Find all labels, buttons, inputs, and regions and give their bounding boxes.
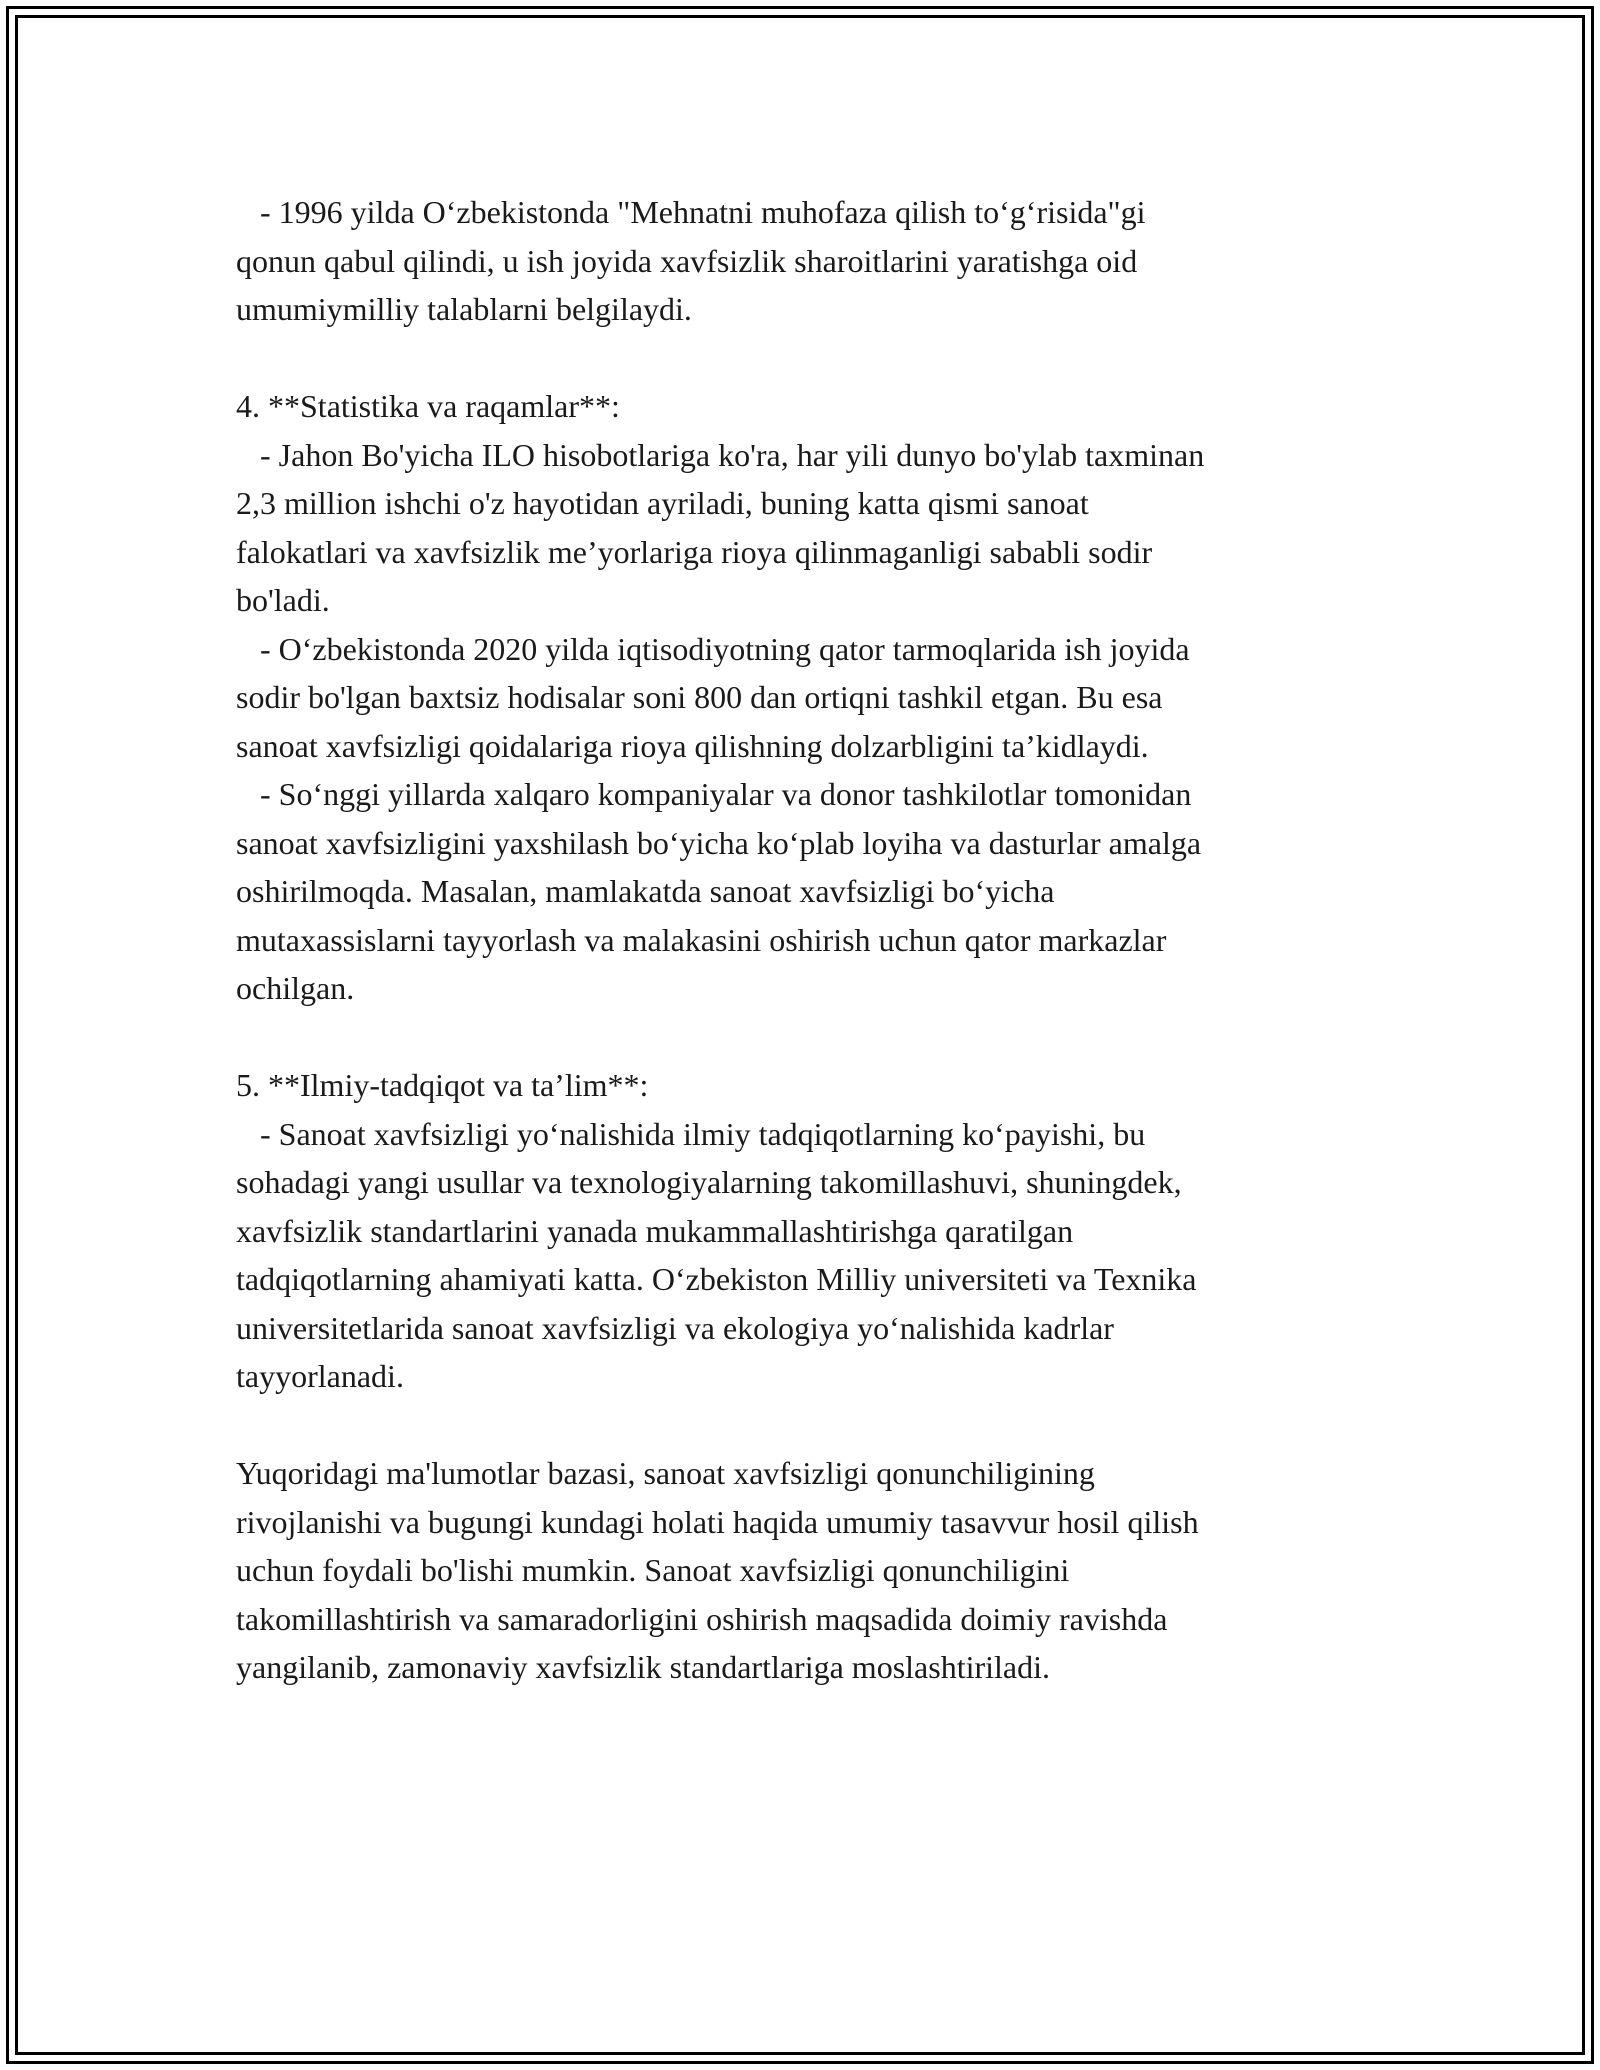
text-line: takomillashtirish va samaradorligini oshirish maqsadida doimiy ravishda xyxy=(236,1600,1168,1637)
text-line: yangilanib, zamonaviy xavfsizlik standartlariga moslashtiriladi. xyxy=(236,1649,1050,1685)
text-line: 5. **Ilmiy-tadqiqot va ta’lim**: xyxy=(236,1067,649,1103)
text-line: uchun foydali bo'lishi mumkin. Sanoat xavfsizligi qonunchiligini xyxy=(236,1552,1070,1588)
text-line: bo'ladi. xyxy=(236,582,330,618)
text-line: oshirilmoqda. Masalan, mamlakatda sanoat xavfsizligi bo‘yicha xyxy=(236,873,1055,909)
text-line: sohadagi yangi usullar va texnologiyalarning takomillashuvi, shuningdek, xyxy=(236,1164,1182,1200)
paragraph-gap xyxy=(236,1013,1376,1062)
text-line: Yuqoridagi ma'lumotlar bazasi, sanoat xavfsizligi qonunchiligining xyxy=(236,1455,1095,1491)
text-line: xavfsizlik standartlarini yanada mukammallashtirishga qaratilgan xyxy=(236,1212,1074,1249)
text-line: - O‘zbekistonda 2020 yilda iqtisodiyotning qator tarmoqlarida ish joyida xyxy=(236,630,1190,667)
text-line: tadqiqotlarning ahamiyati katta. O‘zbekiston Milliy universiteti va Texnika xyxy=(236,1261,1197,1297)
text-line: - Sanoat xavfsizligi yo‘nalishida ilmiy tadqiqotlarning ko‘payishi, bu xyxy=(236,1115,1146,1152)
text-block-intro-law xyxy=(236,188,1376,334)
text-block-section-4 xyxy=(236,382,1376,1013)
text-line: sanoat xavfsizligini yaxshilash bo‘yicha ko‘plab loyiha va dasturlar amalga xyxy=(236,824,1202,861)
text-block-section-5 xyxy=(236,1061,1376,1401)
text-line: sanoat xavfsizligi qoidalariga rioya qilishning dolzarbligini ta’kidlaydi. xyxy=(236,727,1149,764)
text-line: - 1996 yilda O‘zbekistonda "Mehnatni muhofaza qilish to‘g‘risida"gi xyxy=(236,194,1146,230)
paragraph-gap xyxy=(236,334,1376,383)
text-line: 4. **Statistika va raqamlar**: xyxy=(236,388,620,424)
text-line: qonun qabul qilindi, u ish joyida xavfsizlik sharoitlarini yaratishga oid xyxy=(236,242,1138,279)
paragraph-gap xyxy=(236,1401,1376,1450)
text-line: umumiymilliy talablarni belgilaydi. xyxy=(236,291,692,327)
text-line: rivojlanishi va bugungi kundagi holati haqida umumiy tasavvur hosil qilish xyxy=(236,1503,1199,1540)
text-line: sodir bo'lgan baxtsiz hodisalar soni 800 dan ortiqni tashkil etgan. Bu esa xyxy=(236,679,1163,715)
document-body xyxy=(236,188,1376,1692)
text-block-conclusion xyxy=(236,1449,1376,1692)
text-line: falokatlari va xavfsizlik me’yorlariga rioya qilinmaganligi sababli sodir xyxy=(236,533,1153,570)
text-line: universitetlarida sanoat xavfsizligi va ekologiya yo‘nalishida kadrlar xyxy=(236,1309,1114,1346)
text-line: 2,3 million ishchi o'z hayotidan ayriladi, buning katta qismi sanoat xyxy=(236,485,1089,521)
text-line: ochilgan. xyxy=(236,970,355,1006)
text-line: tayyorlanadi. xyxy=(236,1358,404,1394)
text-line: - So‘nggi yillarda xalqaro kompaniyalar va donor tashkilotlar tomonidan xyxy=(236,776,1192,812)
text-line: - Jahon Bo'yicha ILO hisobotlariga ko'ra, har yili dunyo bo'ylab taxminan xyxy=(236,436,1205,473)
text-line: mutaxassislarni tayyorlash va malakasini oshirish uchun qator markazlar xyxy=(236,921,1167,958)
